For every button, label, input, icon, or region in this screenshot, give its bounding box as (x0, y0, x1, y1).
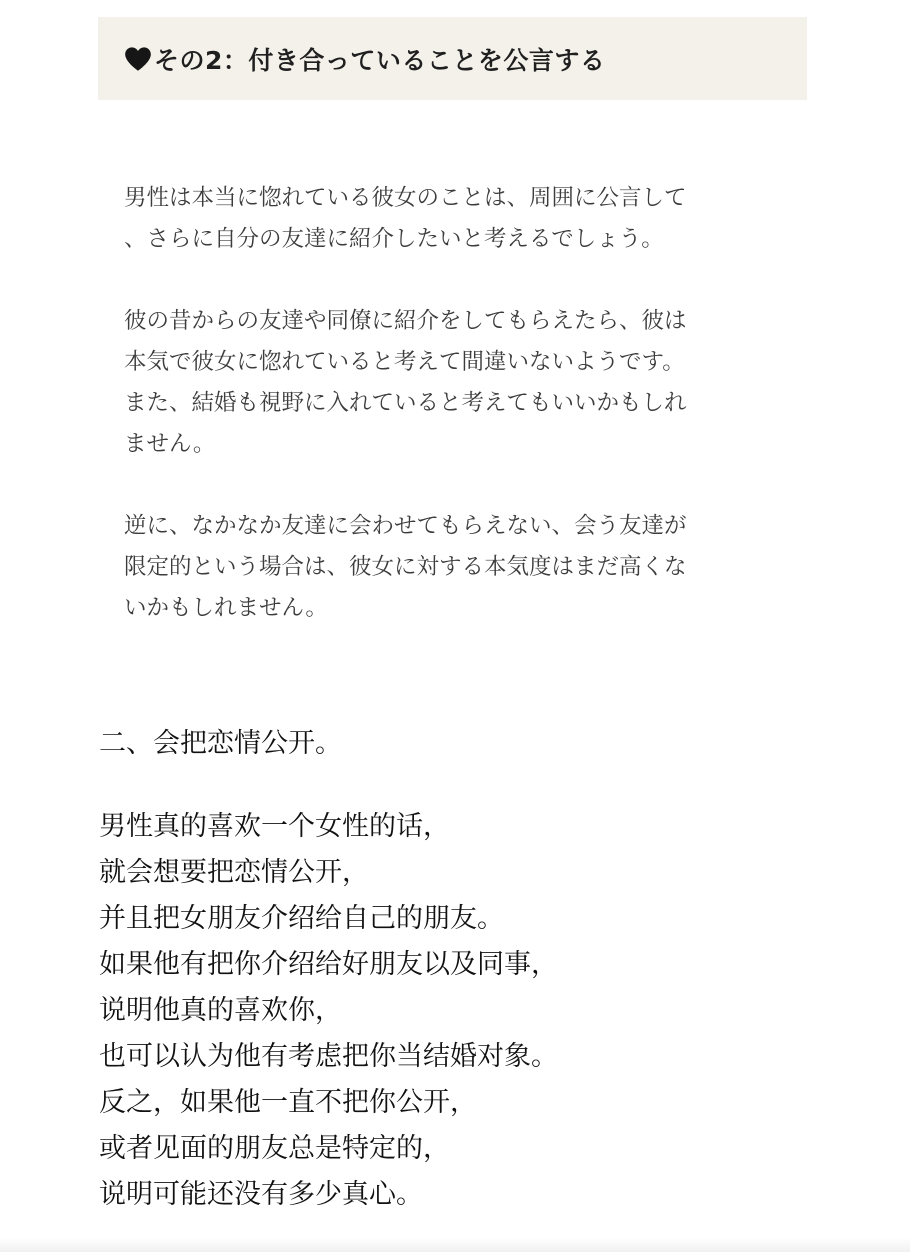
section-title: その2：付き合っていることを公言する (154, 45, 606, 75)
cn-line: 男性真的喜欢一个女性的话， (99, 811, 450, 842)
jp-paragraph-2: 彼の昔からの友達や同僚に紹介をしてもらえたら、彼は 本気で彼女に惚れていると考えて間違いないようです。 また、結婚も視野に入れていると考えてもいいかもしれ ません。 (124, 308, 687, 457)
cn-line: 就会想要把恋情公开， (99, 857, 369, 888)
jp-paragraph-3: 逆に、なかなか友達に会わせてもらえない、会う友達が 限定的という場合は、彼女に対する本気度はまだ高くな いかもしれません。 (124, 513, 687, 621)
section-header (98, 17, 807, 100)
cn-line: 说明他真的喜欢你， (99, 995, 342, 1026)
cn-line: 说明可能还没有多少真心。 (99, 1179, 423, 1210)
bottom-edge-shadow (0, 1238, 910, 1252)
cn-line: 如果他有把你介绍给好朋友以及同事， (99, 949, 558, 980)
heart-icon (124, 46, 152, 72)
chinese-article-body (99, 804, 859, 1218)
cn-line: 反之，如果他一直不把你公开， (99, 1087, 477, 1118)
cn-line: 也可以认为他有考虑把你当结婚对象。 (99, 1041, 558, 1072)
jp-paragraph-1: 男性は本当に惚れている彼女のことは、周囲に公言して 、さらに自分の友達に紹介したいと考えるでしょう。 (124, 185, 687, 252)
cn-line: 并且把女朋友介绍给自己的朋友。 (99, 903, 504, 934)
japanese-article-body (124, 178, 784, 670)
cn-line: 或者见面的朋友总是特定的， (99, 1133, 450, 1164)
chinese-heading: 二、会把恋情公开。 (99, 728, 342, 759)
